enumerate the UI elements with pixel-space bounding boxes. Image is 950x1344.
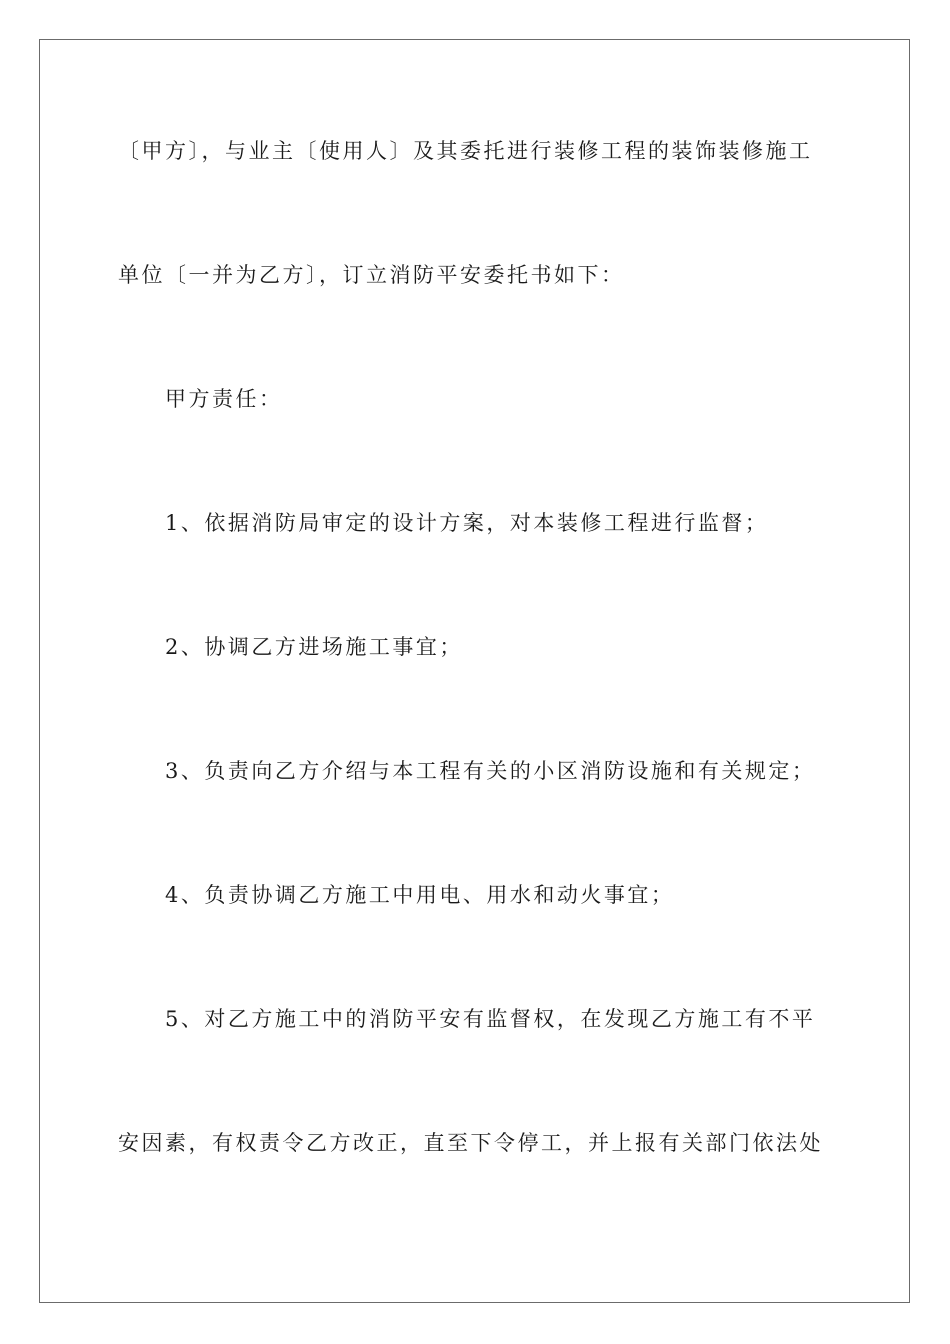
body-line-1: 〔甲方〕，与业主〔使用人〕及其委托进行装修工程的装饰装修施工 bbox=[118, 139, 813, 163]
page-border bbox=[39, 39, 910, 1303]
list-item-3: 3、负责向乙方介绍与本工程有关的小区消防设施和有关规定； bbox=[165, 759, 816, 783]
list-item-5-continued: 安因素，有权责令乙方改正，直至下令停工，并上报有关部门依法处 bbox=[118, 1131, 823, 1155]
body-line-2: 单位〔一并为乙方〕，订立消防平安委托书如下： bbox=[118, 263, 625, 287]
section-heading-party-a: 甲方责任： bbox=[165, 387, 283, 411]
list-item-5: 5、对乙方施工中的消防平安有监督权，在发现乙方施工有不平 bbox=[165, 1007, 816, 1031]
list-item-1: 1、依据消防局审定的设计方案，对本装修工程进行监督； bbox=[165, 511, 769, 535]
list-item-2: 2、协调乙方进场施工事宜； bbox=[165, 635, 463, 659]
list-item-4: 4、负责协调乙方施工中用电、用水和动火事宜； bbox=[165, 883, 675, 907]
